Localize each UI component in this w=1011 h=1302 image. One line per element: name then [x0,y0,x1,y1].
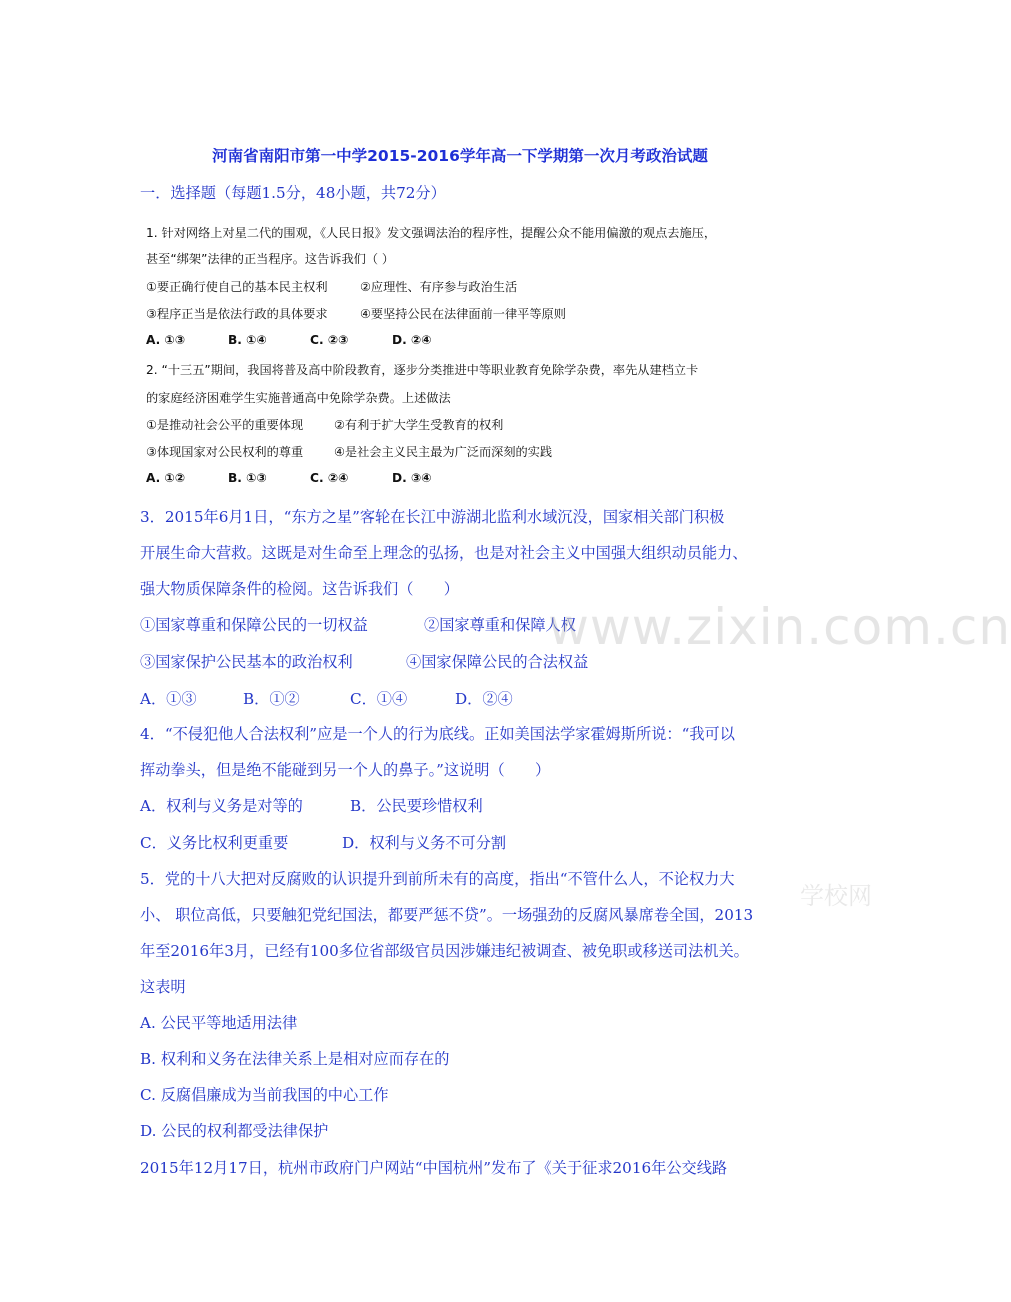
q5-stem-line4: 这表明 [140,978,186,996]
q5-choice-a: A. 公民平等地适用法律 [140,1014,298,1032]
q5-stem-line1: 5．党的十八大把对反腐败的认识提升到前所未有的高度，指出“不管什么人，不论权力大 [140,870,735,888]
q2-choice-b: B. ①③ [228,471,267,485]
q4-choice-c: C．义务比权利更重要 [140,834,289,852]
q2-option-3: ③体现国家对公民权利的尊重 [146,445,304,459]
q5-stem-line2: 小、 职位高低，只要触犯党纪国法，都要严惩不贷”。一场强劲的反腐风暴席卷全国，2013 [140,906,754,924]
q2-option-4: ④是社会主义民主最为广泛而深刻的实践 [334,445,553,459]
page-title: 河南省南阳市第一中学2015-2016学年高一下学期第一次月考政治试题 [212,147,708,165]
q3-stem-line2: 开展生命大营救。这既是对生命至上理念的弘扬，也是对社会主义中国强大组织动员能力、 [140,544,748,562]
q6-intro-line: 2015年12月17日，杭州市政府门户网站“中国杭州”发布了《关于征求2016年公交线路 [140,1159,728,1177]
q1-option-3: ③程序正当是依法行政的具体要求 [146,307,328,321]
q1-option-1: ①要正确行使自己的基本民主权利 [146,280,328,294]
q2-option-2: ②有利于扩大学生受教育的权利 [334,418,504,432]
watermark-secondary: 学校网 [800,882,872,910]
q3-choice-a: A．①③ [140,690,197,708]
q2-stem-line1: 2. “十三五”期间，我国将普及高中阶段教育，逐步分类推进中等职业教育免除学杂费，率先从建档立卡 [146,363,699,377]
q5-choice-c: C. 反腐倡廉成为当前我国的中心工作 [140,1086,389,1104]
q1-stem-line1: 1. 针对网络上对星二代的围观，《人民日报》发文强调法治的程序性，提醒公众不能用偏激的观点去施压， [146,226,717,240]
q1-choice-d: D. ②④ [392,333,432,347]
q3-stem-line3: 强大物质保障条件的检阅。这告诉我们（ ） [140,580,459,598]
q3-choice-c: C．①④ [350,690,408,708]
q2-stem-line2: 的家庭经济困难学生实施普通高中免除学杂费。上述做法 [146,391,451,405]
q2-choice-d: D. ③④ [392,471,432,485]
q1-choice-a: A. ①③ [146,333,186,347]
q2-choice-c: C. ②④ [310,471,349,485]
q1-choice-c: C. ②③ [310,333,349,347]
q2-option-1: ①是推动社会公平的重要体现 [146,418,304,432]
q5-choice-d: D. 公民的权利都受法律保护 [140,1122,329,1140]
q1-option-2: ②应理性、有序参与政治生活 [360,280,518,294]
section-heading: 一．选择题（每题1.5分，48小题，共72分） [140,184,446,202]
watermark: www.zixin.com.cn [548,598,1011,656]
q1-stem-line2: 甚至“绑架”法律的正当程序。这告诉我们（ ） [146,252,395,266]
q3-option-3: ③国家保护公民基本的政治权利 [140,653,353,671]
q3-option-4: ④国家保障公民的合法权益 [406,653,589,671]
q4-stem-line1: 4．“不侵犯他人合法权利”应是一个人的行为底线。正如美国法学家霍姆斯所说：“我可以 [140,725,735,743]
q4-choice-b: B．公民要珍惜权利 [350,797,483,815]
q2-choice-a: A. ①② [146,471,186,485]
q4-choice-a: A．权利与义务是对等的 [140,797,303,815]
q1-option-4: ④要坚持公民在法律面前一律平等原则 [360,307,566,321]
q3-choice-b: B．①② [243,690,300,708]
q4-stem-line2: 挥动拳头，但是绝不能碰到另一个人的鼻子。”这说明（ ） [140,761,551,779]
q1-choice-b: B. ①④ [228,333,267,347]
q4-choice-d: D．权利与义务不可分割 [342,834,507,852]
q3-option-1: ①国家尊重和保障公民的一切权益 [140,616,368,634]
q3-option-2: ②国家尊重和保障人权 [424,616,576,634]
q5-choice-b: B. 权利和义务在法律关系上是相对应而存在的 [140,1050,450,1068]
q3-choice-d: D．②④ [455,690,513,708]
q3-stem-line1: 3．2015年6月1日，“东方之星”客轮在长江中游湖北监利水域沉没，国家相关部门积极 [140,508,725,526]
q5-stem-line3: 年至2016年3月，已经有100多位省部级官员因涉嫌违纪被调查、被免职或移送司法机关。 [140,942,749,960]
